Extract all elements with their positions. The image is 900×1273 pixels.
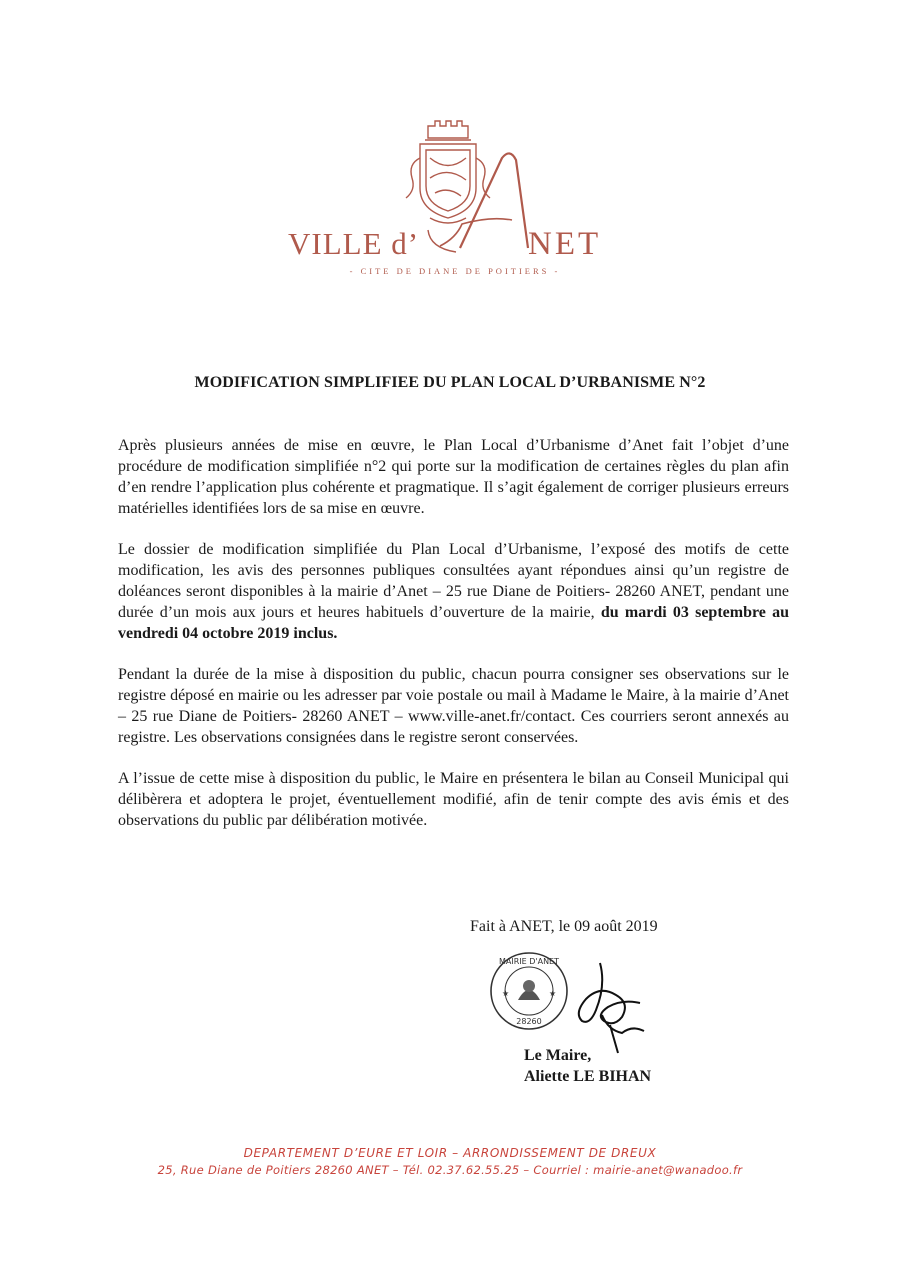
paragraph-2: Le dossier de modification simplifiée du Plan Local d’Urbanisme, l’exposé des motifs de cette modification, les avis des personnes publiques consultées ayant répondues ainsi qu’un registre de doléances seront disponibles à la mairie d’Anet – 25 rue Diane de Poitiers- 28260 ANET, pendant une durée d’un mois aux jours et heures habituels d’ouverture de la mairie, du mardi 03 septembre au vendredi 04 octobre 2019 inclus. xyxy=(118,541,789,642)
document-title: MODIFICATION SIMPLIFIEE DU PLAN LOCAL D’URBANISME N°2 xyxy=(194,374,706,391)
svg-text:★: ★ xyxy=(549,989,557,998)
logo-tagline: - CITE DE DIANE DE POITIERS - xyxy=(349,266,561,276)
svg-text:NET: NET xyxy=(528,226,602,262)
svg-text:28260: 28260 xyxy=(516,1017,542,1026)
availability-dates: du mardi 03 septembre au vendredi 04 octobre 2019 inclus. xyxy=(118,604,789,642)
svg-text:MAIRIE D'ANET: MAIRIE D'ANET xyxy=(498,957,560,966)
signatory xyxy=(524,1045,651,1087)
paragraph-4: A l’issue de cette mise à disposition du public, le Maire en présentera le bilan au Conseil Municipal qui délibèrera et adoptera le projet, éventuellement modifié, afin de tenir compte des avis émis et des observations du public par délibération motivée. xyxy=(118,770,789,829)
mairie-stamp xyxy=(488,950,570,1032)
signatory-title: Le Maire, xyxy=(524,1047,592,1064)
svg-text:VILLE d’: VILLE d’ xyxy=(288,226,420,261)
signatory-name: Aliette LE BIHAN xyxy=(524,1068,652,1085)
svg-text:★: ★ xyxy=(502,989,510,998)
ville-anet-logo xyxy=(280,118,630,283)
document-body xyxy=(118,435,789,851)
date-line: Fait à ANET, le 09 août 2019 xyxy=(470,918,658,935)
paragraph-3: Pendant la durée de la mise à disposition du public, chacun pourra consigner ses observations sur le registre déposé en mairie ou les adresser par voie postale ou mail à Madame le Maire, à la mairie d’Anet – 25 rue Diane de Poitiers- 28260 ANET – www.ville-anet.fr/contact. Ces courriers seront annexés au registre. Les observations consignées dans le registre seront conservées. xyxy=(118,666,789,746)
footer-department: DEPARTEMENT D’EURE ET LOIR – ARRONDISSEMENT DE DREUX xyxy=(243,1146,657,1160)
footer-address: 25, Rue Diane de Poitiers 28260 ANET – Tél. 02.37.62.55.25 – Courriel : mairie-anet@wanadoo.fr xyxy=(157,1163,743,1177)
paragraph-1: Après plusieurs années de mise en œuvre, le Plan Local d’Urbanisme d’Anet fait l’objet d’une procédure de modification simplifiée n°2 qui porte sur la modification de certaines règles du plan afin d’en rendre l’application plus cohérente et pragmatique. Il s’agit également de corriger plusieurs erreurs matérielles identifiées lors de sa mise en œuvre. xyxy=(118,437,789,517)
